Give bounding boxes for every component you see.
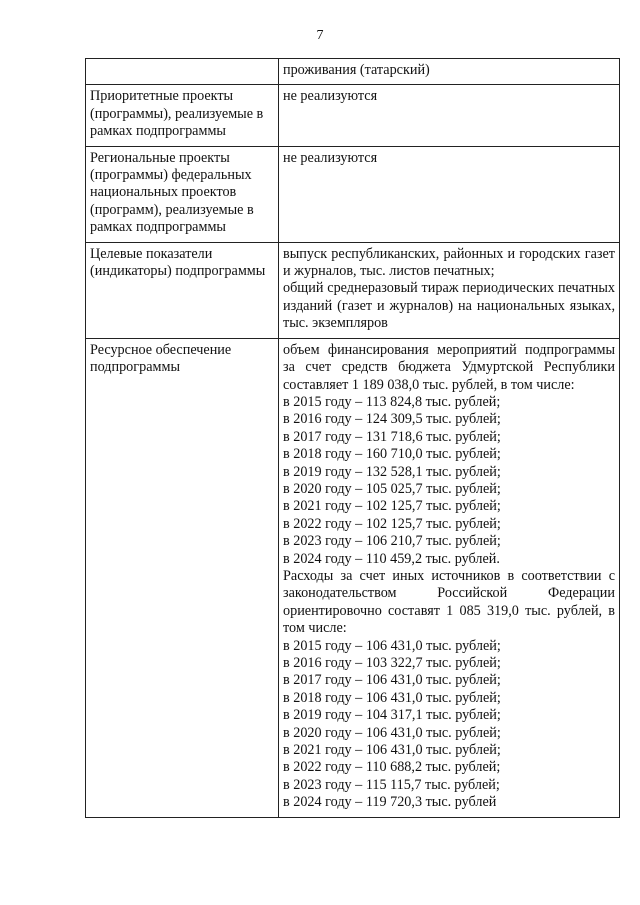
budget-year-line: в 2017 году – 131 718,6 тыс. рублей; (283, 428, 501, 445)
budget-year-line: в 2024 году – 110 459,2 тыс. рублей. (283, 550, 500, 567)
other-year-line: в 2015 году – 106 431,0 тыс. рублей; (283, 637, 501, 654)
row-label: Региональные проекты (программы) федеральных национальных проектов (программ), реализуемые в рамках подпрограммы (86, 146, 279, 242)
other-year-line: в 2017 году – 106 431,0 тыс. рублей; (283, 672, 501, 689)
budget-year-line: в 2023 году – 106 210,7 тыс. рублей; (283, 533, 501, 550)
row-value (279, 59, 620, 85)
budget-year-line: в 2019 году – 132 528,1 тыс. рублей; (283, 463, 501, 480)
other-year-line: в 2024 году – 119 720,3 тыс. рублей (283, 794, 497, 811)
row-label (86, 59, 279, 85)
other-year-line: в 2021 году – 106 431,0 тыс. рублей; (283, 742, 501, 759)
other-year-line: в 2023 году – 115 115,7 тыс. рублей; (283, 776, 500, 793)
other-year-line: в 2022 году – 110 688,2 тыс. рублей; (283, 759, 501, 776)
other-year-line: в 2020 году – 106 431,0 тыс. рублей; (283, 724, 501, 741)
value-line: не реализуются (283, 88, 378, 105)
value-line: не реализуются (283, 149, 378, 166)
page-number: 7 (316, 28, 324, 43)
table-row (86, 59, 620, 85)
indicator-paragraph: общий среднеразовый тираж периодических печатных изданий (газет и журналов) на национальных языках, тыс. экземпляров (283, 280, 615, 332)
budget-years-list (283, 394, 615, 568)
other-years-list (283, 638, 615, 812)
budget-year-line: в 2018 году – 160 710,0 тыс. рублей; (283, 446, 501, 463)
row-label: Ресурсное обеспечение подпрограммы (86, 338, 279, 817)
row-label: Приоритетные проекты (программы), реализуемые в рамках подпрограммы (86, 85, 279, 146)
table-row (86, 146, 620, 242)
other-sources-intro: Расходы за счет иных источников в соответствии с законодательством Российской Федерации ориентировочно составят 1 085 319,0 тыс. рублей, в том числе: (283, 567, 615, 637)
value-line: проживания (татарский) (283, 62, 430, 78)
budget-year-line: в 2021 году – 102 125,7 тыс. рублей; (283, 498, 501, 515)
budget-year-line: в 2020 году – 105 025,7 тыс. рублей; (283, 480, 501, 497)
table-row (86, 242, 620, 338)
table-row (86, 85, 620, 146)
row-value (279, 338, 620, 817)
other-year-line: в 2016 году – 103 322,7 тыс. рублей; (283, 655, 501, 671)
row-value (279, 146, 620, 242)
budget-year-line: в 2015 году – 113 824,8 тыс. рублей; (283, 393, 501, 410)
budget-intro: объем финансирования мероприятий подпрограммы за счет средств бюджета Удмуртской Республики составляет 1 189 038,0 тыс. рублей, в том числе: (283, 341, 615, 393)
table-row (86, 338, 620, 817)
row-value (279, 85, 620, 146)
row-value (279, 242, 620, 338)
budget-year-line: в 2016 году – 124 309,5 тыс. рублей; (283, 411, 501, 428)
passport-table (85, 58, 620, 818)
budget-year-line: в 2022 году – 102 125,7 тыс. рублей; (283, 515, 501, 532)
other-year-line: в 2019 году – 104 317,1 тыс. рублей; (283, 707, 501, 724)
other-year-line: в 2018 году – 106 431,0 тыс. рублей; (283, 689, 501, 706)
indicator-paragraph: выпуск республиканских, районных и городских газет и журналов, тыс. листов печатных; (283, 245, 615, 280)
row-label: Целевые показатели (индикаторы) подпрограммы (86, 242, 279, 338)
